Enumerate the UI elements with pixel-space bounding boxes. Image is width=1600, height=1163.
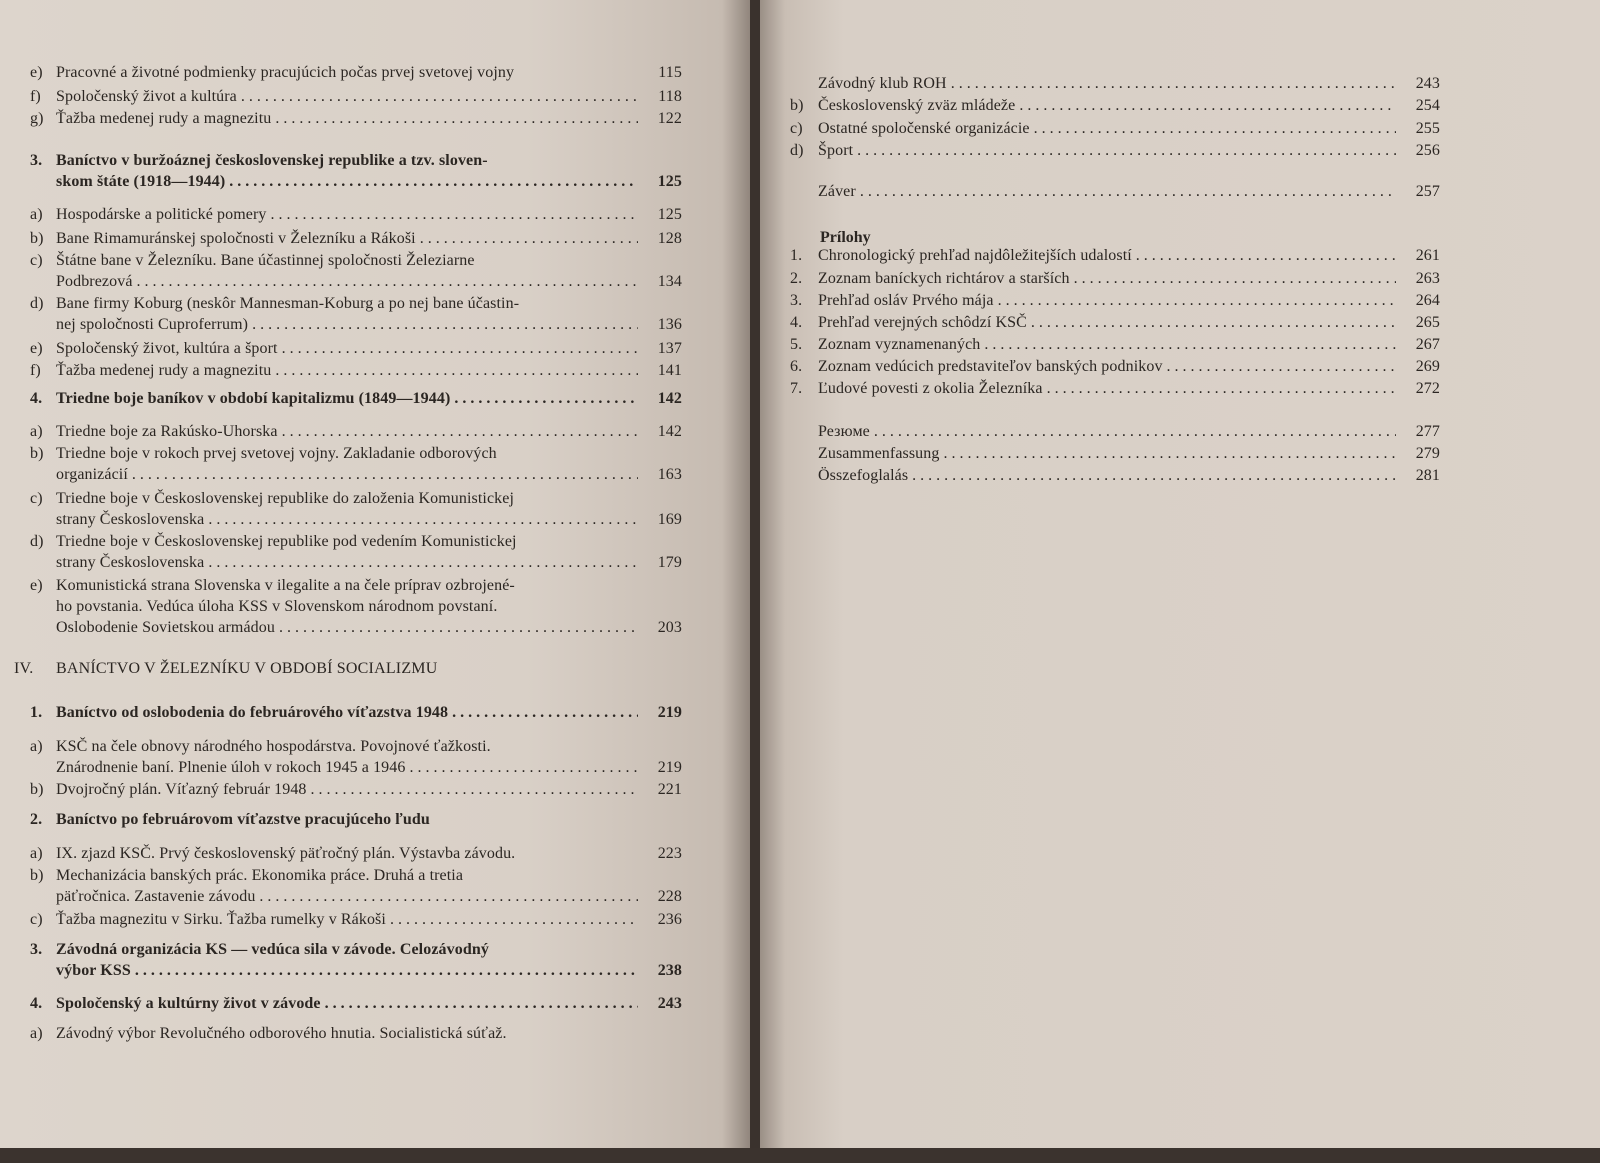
toc-entry-label: 2.	[30, 811, 43, 828]
toc-page-number: 238	[657, 962, 682, 979]
toc-page-number: 269	[1415, 358, 1440, 375]
dot-leader	[454, 388, 638, 409]
toc-entry-text: Triedne boje v Československej republike do založenia Komunistickej	[56, 490, 515, 507]
toc-page-number: 169	[657, 511, 682, 528]
toc-entry-text: Резюме	[818, 423, 870, 440]
toc-entry-text: Znárodnenie baní. Plnenie úloh v rokoch 1945 a 1946	[56, 759, 406, 776]
toc-entry-label: a)	[30, 206, 43, 223]
toc-entry	[30, 531, 682, 573]
toc-entry-text: Zusammenfassung	[818, 445, 940, 462]
toc-entry-label: IV.	[14, 660, 34, 677]
toc-entry-text: IX. zjazd KSČ. Prvý československý päťročný plán. Výstavba závodu.	[56, 845, 516, 862]
dot-leader	[208, 552, 638, 573]
toc-entry-label: e)	[30, 340, 43, 357]
toc-entry-text: Závodný klub ROH	[818, 75, 947, 92]
right-table-of-contents	[760, 0, 1600, 1150]
dot-leader	[282, 338, 638, 359]
toc-entry-text: Československý zväz mládeže	[818, 97, 1016, 114]
toc-page-number: 261	[1415, 247, 1440, 264]
toc-entry-label: f)	[30, 88, 41, 105]
dot-leader	[229, 171, 638, 192]
toc-entry	[790, 268, 1440, 289]
appendix-heading: Prílohy	[820, 229, 871, 246]
toc-entry-text: Ostatné spoločenské organizácie	[818, 120, 1030, 137]
toc-entry-label: b)	[790, 97, 804, 114]
toc-entry	[30, 575, 682, 638]
toc-entry	[790, 290, 1440, 311]
toc-entry-text: strany Československa	[56, 554, 205, 571]
dot-leader	[241, 86, 638, 107]
toc-entry	[790, 140, 1440, 161]
toc-entry-text: Baníctvo v buržoáznej československej republike a tzv. sloven-	[56, 152, 488, 169]
toc-entry	[30, 250, 682, 292]
toc-entry-text: päťročnica. Zastavenie závodu	[56, 888, 256, 905]
toc-entry	[818, 443, 1440, 464]
toc-entry-text: Mechanizácia banských prác. Ekonomika práce. Druhá a tretia	[56, 867, 464, 884]
left-table-of-contents	[0, 0, 752, 1150]
toc-entry	[790, 356, 1440, 377]
toc-entry-label: 1.	[790, 247, 803, 264]
toc-entry-label: b)	[30, 867, 44, 884]
toc-section-entry	[30, 150, 682, 192]
toc-page-number: 137	[657, 340, 682, 357]
toc-entry-text: Zoznam vedúcich predstaviteľov banských podnikov	[818, 358, 1163, 375]
toc-entry	[30, 204, 682, 225]
toc-entry-label: 6.	[790, 358, 803, 375]
dot-leader	[208, 509, 638, 530]
right-page	[760, 0, 1600, 1150]
toc-page-number: 243	[1415, 75, 1440, 92]
toc-entry	[30, 293, 682, 335]
toc-entry-text: výbor KSS	[56, 962, 131, 979]
toc-section-entry	[30, 388, 682, 409]
toc-entry-text: Baníctvo od oslobodenia do februárového víťazstva 1948	[56, 704, 449, 721]
toc-entry-text: Ľudové povesti z okolia Železníka	[818, 380, 1043, 397]
toc-section-entry	[30, 702, 682, 723]
dot-leader	[874, 421, 1396, 442]
toc-entry-text: Zoznam vyznamenaných	[818, 336, 981, 353]
toc-entry-text: Bane firmy Koburg (neskôr Mannesman-Koburg a po nej bane účastin-	[56, 295, 520, 312]
toc-entry-label: a)	[30, 845, 43, 862]
dot-leader	[271, 204, 639, 225]
toc-entry	[30, 736, 682, 778]
toc-entry-label: b)	[30, 445, 44, 462]
toc-entry-label: 7.	[790, 380, 803, 397]
toc-entry-text: Triedne boje za Rakúsko-Uhorska	[56, 423, 278, 440]
toc-entry-label: 2.	[790, 270, 803, 287]
toc-page-number: 136	[657, 316, 682, 333]
toc-entry	[30, 108, 682, 129]
toc-page-number: 265	[1415, 314, 1440, 331]
toc-page-number: 219	[657, 704, 682, 721]
toc-section-entry	[30, 993, 682, 1014]
toc-entry	[818, 465, 1440, 486]
toc-entry	[30, 62, 682, 83]
toc-entry-label: a)	[30, 738, 43, 755]
toc-entry-text: Triedne boje v Československej republike pod vedením Komunistickej	[56, 533, 517, 550]
toc-entry-label: a)	[30, 1025, 43, 1042]
toc-page-number: 267	[1415, 336, 1440, 353]
toc-entry-text: KSČ na čele obnovy národného hospodárstva. Povojnové ťažkosti.	[56, 738, 491, 755]
toc-page-number: 263	[1415, 270, 1440, 287]
toc-entry-text: Triedne boje v rokoch prvej svetovej vojny. Zakladanie odborových	[56, 445, 497, 462]
toc-entry	[30, 865, 682, 907]
toc-entry	[790, 95, 1440, 116]
toc-entry-label: e)	[30, 64, 43, 81]
toc-entry	[790, 334, 1440, 355]
toc-entry-label: e)	[30, 577, 43, 594]
toc-entry-text: Ťažba magnezitu v Sirku. Ťažba rumelky v Rákoši	[56, 911, 386, 928]
toc-entry-label: f)	[30, 362, 41, 379]
toc-section-entry	[30, 809, 682, 830]
toc-entry	[30, 86, 682, 107]
toc-entry-label: d)	[30, 295, 44, 312]
toc-entry-text: Závodný výbor Revolučného odborového hnutia. Socialistická súťaž.	[56, 1025, 507, 1042]
toc-page-number: 256	[1415, 142, 1440, 159]
toc-page-number: 279	[1415, 445, 1440, 462]
toc-entry	[30, 360, 682, 381]
toc-entry	[30, 338, 682, 359]
toc-section-entry	[30, 939, 682, 981]
dot-leader	[420, 228, 638, 249]
toc-entry	[818, 73, 1440, 94]
toc-entry-text: skom štáte (1918—1944)	[56, 173, 226, 190]
toc-entry	[30, 228, 682, 249]
dot-leader	[325, 993, 638, 1014]
toc-page-number: 128	[657, 230, 682, 247]
dot-leader	[282, 421, 638, 442]
left-page	[0, 0, 752, 1150]
toc-entry-label: c)	[30, 252, 43, 269]
dot-leader	[259, 886, 638, 907]
toc-entry-text: Prehľad verejných schôdzí KSČ	[818, 314, 1027, 331]
toc-page-number: 115	[658, 64, 682, 81]
toc-page-number: 223	[657, 845, 682, 862]
toc-entry-text: Ťažba medenej rudy a magnezitu	[56, 110, 272, 127]
toc-entry-text: Komunistická strana Slovenska v ilegalite a na čele príprav ozbrojené-	[56, 577, 515, 594]
toc-entry-text: Ťažba medenej rudy a magnezitu	[56, 362, 272, 379]
toc-page-number: 264	[1415, 292, 1440, 309]
book-bottom-edge	[0, 1148, 1600, 1163]
toc-entry-label: d)	[30, 533, 44, 550]
toc-entry	[30, 843, 682, 864]
dot-leader	[252, 314, 638, 335]
toc-entry-text: Baníctvo po februárovom víťazstve pracujúceho ľudu	[56, 811, 430, 828]
toc-entry	[790, 378, 1440, 399]
toc-entry-text: Chronologický prehľad najdôležitejších udalostí	[818, 247, 1132, 264]
toc-chapter-entry	[14, 658, 682, 679]
toc-entry	[30, 421, 682, 442]
toc-page-number: 142	[657, 423, 682, 440]
toc-entry	[818, 181, 1440, 202]
toc-entry-label: c)	[30, 490, 43, 507]
toc-entry-label: d)	[790, 142, 804, 159]
toc-entry-text: Oslobodenie Sovietskou armádou	[56, 619, 275, 636]
toc-page-number: 125	[657, 206, 682, 223]
dot-leader	[1019, 95, 1396, 116]
toc-page-number: 243	[657, 995, 682, 1012]
dot-leader	[275, 360, 638, 381]
dot-leader	[1034, 118, 1396, 139]
dot-leader	[311, 779, 638, 800]
toc-page-number: 203	[657, 619, 682, 636]
toc-entry-label: g)	[30, 110, 44, 127]
toc-entry	[30, 909, 682, 930]
toc-entry-label: c)	[30, 911, 43, 928]
toc-entry	[30, 779, 682, 800]
dot-leader	[1031, 312, 1396, 333]
toc-entry-text: Štátne bane v Železníku. Bane účastinnej spoločnosti Železiarne	[56, 252, 475, 269]
toc-page-number: 281	[1415, 467, 1440, 484]
toc-page-number: 179	[657, 554, 682, 571]
toc-page-number: 163	[657, 466, 682, 483]
toc-page-number: 221	[657, 781, 682, 798]
toc-entry-text: Závodná organizácia KS — vedúca sila v závode. Celozávodný	[56, 941, 489, 958]
toc-page-number: 219	[657, 759, 682, 776]
toc-entry-label: c)	[790, 120, 803, 137]
dot-leader	[1136, 245, 1396, 266]
toc-entry-text: nej spoločnosti Cuproferrum)	[56, 316, 249, 333]
toc-page-number: 125	[657, 173, 682, 190]
dot-leader	[409, 757, 638, 778]
toc-entry-label: 1.	[30, 704, 43, 721]
toc-entry	[790, 312, 1440, 333]
toc-entry-text: Podbrezová	[56, 273, 133, 290]
toc-page-number: 118	[658, 88, 682, 105]
toc-entry-text: BANÍCTVO V ŽELEZNÍKU V OBDOBÍ SOCIALIZMU	[56, 660, 438, 677]
toc-page-number: 272	[1415, 380, 1440, 397]
toc-entry	[790, 118, 1440, 139]
dot-leader	[137, 271, 638, 292]
dot-leader	[132, 464, 638, 485]
toc-page-number: 134	[657, 273, 682, 290]
toc-entry-text: organizácií	[56, 466, 128, 483]
dot-leader	[857, 140, 1396, 161]
toc-entry-label: a)	[30, 423, 43, 440]
toc-entry-text: Triedne boje baníkov v období kapitalizmu (1849—1944)	[56, 390, 451, 407]
toc-entry-label: 4.	[30, 390, 43, 407]
dot-leader	[390, 909, 638, 930]
dot-leader	[275, 108, 638, 129]
toc-entry-text: Prehľad osláv Prvého mája	[818, 292, 994, 309]
toc-entry-label: 4.	[790, 314, 803, 331]
toc-page-number: 257	[1415, 183, 1440, 200]
toc-entry-label: 3.	[30, 941, 43, 958]
toc-entry	[30, 443, 682, 485]
dot-leader	[1047, 378, 1396, 399]
dot-leader	[912, 465, 1396, 486]
dot-leader	[951, 73, 1396, 94]
toc-page-number: 277	[1415, 423, 1440, 440]
toc-entry-text: Dvojročný plán. Víťazný február 1948	[56, 781, 307, 798]
dot-leader	[943, 443, 1396, 464]
toc-page-number: 142	[657, 390, 682, 407]
toc-entry	[818, 421, 1440, 442]
toc-entry-label: b)	[30, 781, 44, 798]
toc-entry-text: Pracovné a životné podmienky pracujúcich počas prvej svetovej vojny	[56, 64, 515, 81]
toc-entry-text: ho povstania. Vedúca úloha KSS v Slovenskom národnom povstaní.	[56, 598, 498, 615]
toc-entry-text: strany Československa	[56, 511, 205, 528]
toc-entry-label: 4.	[30, 995, 43, 1012]
dot-leader	[860, 181, 1396, 202]
toc-entry-text: Bane Rimamuránskej spoločnosti v Železníku a Rákoši	[56, 230, 416, 247]
toc-page-number: 141	[657, 362, 682, 379]
toc-page-number: 236	[657, 911, 682, 928]
toc-page-number: 228	[657, 888, 682, 905]
dot-leader	[984, 334, 1396, 355]
toc-entry-label: b)	[30, 230, 44, 247]
toc-entry-text: Összefoglalás	[818, 467, 909, 484]
toc-entry-label: 3.	[790, 292, 803, 309]
toc-entry-text: Zoznam baníckych richtárov a starších	[818, 270, 1070, 287]
dot-leader	[1074, 268, 1396, 289]
toc-entry-label: 5.	[790, 336, 803, 353]
toc-entry-text: Hospodárske a politické pomery	[56, 206, 267, 223]
toc-entry-text: Spoločenský život a kultúra	[56, 88, 237, 105]
toc-page-number: 122	[657, 110, 682, 127]
toc-entry-text: Šport	[818, 142, 854, 159]
dot-leader	[452, 702, 638, 723]
dot-leader	[135, 960, 638, 981]
toc-page-number: 255	[1415, 120, 1440, 137]
toc-entry-label: 3.	[30, 152, 43, 169]
toc-entry	[30, 488, 682, 530]
toc-entry-text: Spoločenský a kultúrny život v závode	[56, 995, 321, 1012]
dot-leader	[998, 290, 1396, 311]
toc-entry-text: Spoločenský život, kultúra a šport	[56, 340, 278, 357]
dot-leader	[1167, 356, 1396, 377]
toc-entry	[790, 245, 1440, 266]
toc-entry	[30, 1023, 682, 1044]
toc-page-number: 254	[1415, 97, 1440, 114]
toc-entry-text: Záver	[818, 183, 856, 200]
dot-leader	[279, 617, 638, 638]
